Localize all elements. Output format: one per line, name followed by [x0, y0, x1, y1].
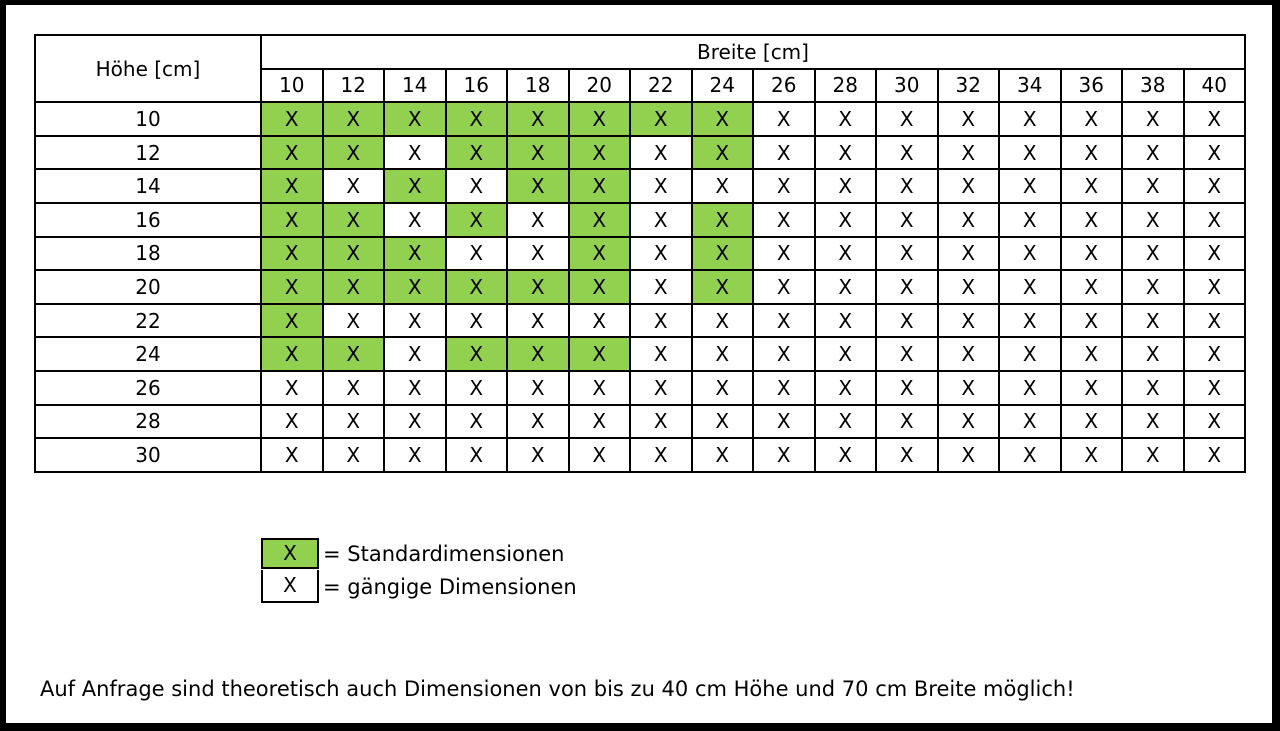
standard-dimension-cell: X: [692, 237, 754, 271]
common-dimension-cell: X: [1061, 304, 1123, 338]
width-header-cell: 30: [876, 69, 938, 103]
common-dimension-cell: X: [507, 405, 569, 439]
common-dimension-cell: X: [938, 371, 1000, 405]
common-dimension-cell: X: [446, 371, 508, 405]
header-row-axis: [35, 35, 1245, 69]
common-dimension-cell: X: [1184, 405, 1246, 439]
common-dimension-cell: X: [446, 304, 508, 338]
common-dimension-cell: X: [753, 237, 815, 271]
common-dimension-cell: X: [999, 102, 1061, 136]
standard-dimension-cell: X: [261, 169, 323, 203]
width-header-cell: 34: [999, 69, 1061, 103]
common-dimension-cell: X: [1061, 136, 1123, 170]
common-dimension-cell: X: [692, 304, 754, 338]
width-header-cell: 38: [1122, 69, 1184, 103]
standard-dimension-cell: X: [323, 203, 385, 237]
common-dimension-cell: X: [692, 438, 754, 472]
common-dimension-cell: X: [323, 169, 385, 203]
height-row-label: 16: [35, 203, 261, 237]
standard-dimension-cell: X: [446, 136, 508, 170]
common-dimension-cell: X: [1122, 438, 1184, 472]
common-dimension-cell: X: [1122, 405, 1184, 439]
standard-dimension-cell: X: [569, 102, 631, 136]
height-row-label: 18: [35, 237, 261, 271]
standard-dimension-cell: X: [384, 169, 446, 203]
common-dimension-cell: X: [261, 405, 323, 439]
height-row-label: 12: [35, 136, 261, 170]
common-dimension-cell: X: [1122, 371, 1184, 405]
common-dimension-cell: X: [630, 337, 692, 371]
common-dimension-cell: X: [876, 102, 938, 136]
standard-dimension-cell: X: [323, 270, 385, 304]
common-dimension-cell: X: [938, 102, 1000, 136]
common-dimension-cell: X: [692, 169, 754, 203]
table-row: [35, 304, 1245, 338]
common-dimension-cell: X: [999, 371, 1061, 405]
common-dimension-cell: X: [1061, 169, 1123, 203]
common-dimension-cell: X: [569, 405, 631, 439]
width-header-cell: 20: [569, 69, 631, 103]
width-header-cell: 18: [507, 69, 569, 103]
common-dimension-cell: X: [815, 270, 877, 304]
legend-common: [261, 570, 577, 603]
standard-dimension-cell: X: [569, 169, 631, 203]
common-dimension-cell: X: [753, 169, 815, 203]
common-dimension-cell: X: [1061, 102, 1123, 136]
common-dimension-cell: X: [815, 405, 877, 439]
table-row: [35, 337, 1245, 371]
common-dimension-cell: X: [753, 337, 815, 371]
height-row-label: 20: [35, 270, 261, 304]
common-dimension-cell: X: [1122, 337, 1184, 371]
width-header-cell: 40: [1184, 69, 1246, 103]
height-row-label: 22: [35, 304, 261, 338]
standard-dimension-cell: X: [446, 270, 508, 304]
common-dimension-cell: X: [446, 169, 508, 203]
common-dimension-cell: X: [446, 405, 508, 439]
dimension-table: [34, 34, 1246, 473]
common-dimension-cell: X: [1061, 405, 1123, 439]
common-dimension-cell: X: [1184, 136, 1246, 170]
legend: [261, 537, 577, 603]
standard-dimension-cell: X: [323, 136, 385, 170]
table-row: [35, 136, 1245, 170]
height-row-label: 30: [35, 438, 261, 472]
common-dimension-cell: X: [323, 304, 385, 338]
common-dimension-cell: X: [815, 304, 877, 338]
common-dimension-cell: X: [999, 136, 1061, 170]
common-dimension-cell: X: [384, 304, 446, 338]
common-dimension-cell: X: [938, 270, 1000, 304]
common-dimension-cell: X: [630, 270, 692, 304]
standard-dimension-cell: X: [261, 136, 323, 170]
common-dimension-cell: X: [384, 136, 446, 170]
common-dimension-cell: X: [1122, 270, 1184, 304]
common-dimension-cell: X: [815, 169, 877, 203]
standard-dimension-cell: X: [692, 203, 754, 237]
standard-dimension-cell: X: [507, 169, 569, 203]
common-dimension-cell: X: [815, 203, 877, 237]
common-dimension-cell: X: [999, 203, 1061, 237]
legend-common-swatch: X: [261, 570, 319, 603]
common-dimension-cell: X: [1184, 438, 1246, 472]
common-dimension-cell: X: [507, 237, 569, 271]
common-dimension-cell: X: [753, 405, 815, 439]
common-dimension-cell: X: [630, 169, 692, 203]
common-dimension-cell: X: [876, 304, 938, 338]
common-dimension-cell: X: [876, 169, 938, 203]
standard-dimension-cell: X: [261, 270, 323, 304]
common-dimension-cell: X: [1184, 270, 1246, 304]
common-dimension-cell: X: [569, 371, 631, 405]
width-header-cell: 16: [446, 69, 508, 103]
standard-dimension-cell: X: [569, 270, 631, 304]
legend-standard-label: = Standardimensionen: [323, 541, 565, 566]
common-dimension-cell: X: [384, 337, 446, 371]
common-dimension-cell: X: [630, 304, 692, 338]
common-dimension-cell: X: [815, 237, 877, 271]
standard-dimension-cell: X: [261, 304, 323, 338]
standard-dimension-cell: X: [384, 237, 446, 271]
common-dimension-cell: X: [938, 203, 1000, 237]
common-dimension-cell: X: [569, 304, 631, 338]
standard-dimension-cell: X: [692, 270, 754, 304]
common-dimension-cell: X: [876, 270, 938, 304]
common-dimension-cell: X: [630, 237, 692, 271]
common-dimension-cell: X: [999, 438, 1061, 472]
common-dimension-cell: X: [876, 371, 938, 405]
common-dimension-cell: X: [876, 136, 938, 170]
height-row-label: 14: [35, 169, 261, 203]
standard-dimension-cell: X: [569, 203, 631, 237]
common-dimension-cell: X: [999, 304, 1061, 338]
standard-dimension-cell: X: [569, 237, 631, 271]
height-row-label: 28: [35, 405, 261, 439]
table-row: [35, 438, 1245, 472]
common-dimension-cell: X: [753, 136, 815, 170]
common-dimension-cell: X: [1184, 102, 1246, 136]
standard-dimension-cell: X: [507, 270, 569, 304]
common-dimension-cell: X: [999, 337, 1061, 371]
common-dimension-cell: X: [1061, 270, 1123, 304]
common-dimension-cell: X: [876, 203, 938, 237]
width-header-cell: 24: [692, 69, 754, 103]
standard-dimension-cell: X: [507, 102, 569, 136]
standard-dimension-cell: X: [446, 337, 508, 371]
common-dimension-cell: X: [938, 304, 1000, 338]
common-dimension-cell: X: [630, 405, 692, 439]
common-dimension-cell: X: [753, 102, 815, 136]
common-dimension-cell: X: [876, 405, 938, 439]
width-header-cell: 32: [938, 69, 1000, 103]
legend-standard: [261, 537, 577, 570]
table-row: [35, 203, 1245, 237]
common-dimension-cell: X: [507, 304, 569, 338]
common-dimension-cell: X: [1061, 337, 1123, 371]
common-dimension-cell: X: [507, 203, 569, 237]
common-dimension-cell: X: [815, 371, 877, 405]
common-dimension-cell: X: [1061, 237, 1123, 271]
common-dimension-cell: X: [569, 438, 631, 472]
common-dimension-cell: X: [753, 203, 815, 237]
standard-dimension-cell: X: [569, 136, 631, 170]
height-row-label: 10: [35, 102, 261, 136]
common-dimension-cell: X: [938, 169, 1000, 203]
table-row: [35, 270, 1245, 304]
standard-dimension-cell: X: [384, 102, 446, 136]
common-dimension-cell: X: [384, 438, 446, 472]
standard-dimension-cell: X: [261, 102, 323, 136]
footnote: Auf Anfrage sind theoretisch auch Dimensionen von bis zu 40 cm Höhe und 70 cm Breite möglich!: [40, 677, 1075, 701]
common-dimension-cell: X: [630, 371, 692, 405]
common-dimension-cell: X: [1184, 304, 1246, 338]
table-row: [35, 169, 1245, 203]
common-dimension-cell: X: [753, 270, 815, 304]
common-dimension-cell: X: [261, 371, 323, 405]
standard-dimension-cell: X: [507, 136, 569, 170]
common-dimension-cell: X: [384, 405, 446, 439]
common-dimension-cell: X: [753, 371, 815, 405]
legend-standard-swatch: X: [261, 538, 319, 569]
common-dimension-cell: X: [1122, 169, 1184, 203]
common-dimension-cell: X: [876, 438, 938, 472]
common-dimension-cell: X: [630, 136, 692, 170]
standard-dimension-cell: X: [323, 337, 385, 371]
standard-dimension-cell: X: [630, 102, 692, 136]
table-row: [35, 371, 1245, 405]
common-dimension-cell: X: [446, 438, 508, 472]
common-dimension-cell: X: [815, 337, 877, 371]
height-row-label: 24: [35, 337, 261, 371]
height-row-label: 26: [35, 371, 261, 405]
standard-dimension-cell: X: [507, 337, 569, 371]
common-dimension-cell: X: [323, 405, 385, 439]
common-dimension-cell: X: [630, 203, 692, 237]
width-axis-label: Breite [cm]: [261, 35, 1245, 69]
standard-dimension-cell: X: [446, 102, 508, 136]
common-dimension-cell: X: [446, 237, 508, 271]
width-header-cell: 26: [753, 69, 815, 103]
common-dimension-cell: X: [876, 237, 938, 271]
common-dimension-cell: X: [938, 438, 1000, 472]
width-header-cell: 14: [384, 69, 446, 103]
common-dimension-cell: X: [261, 438, 323, 472]
common-dimension-cell: X: [1184, 371, 1246, 405]
standard-dimension-cell: X: [446, 203, 508, 237]
common-dimension-cell: X: [815, 438, 877, 472]
common-dimension-cell: X: [692, 405, 754, 439]
common-dimension-cell: X: [999, 405, 1061, 439]
common-dimension-cell: X: [1184, 337, 1246, 371]
common-dimension-cell: X: [1122, 102, 1184, 136]
common-dimension-cell: X: [692, 337, 754, 371]
width-header-cell: 28: [815, 69, 877, 103]
common-dimension-cell: X: [1184, 203, 1246, 237]
width-header-cell: 10: [261, 69, 323, 103]
common-dimension-cell: X: [1184, 237, 1246, 271]
common-dimension-cell: X: [815, 136, 877, 170]
common-dimension-cell: X: [999, 169, 1061, 203]
common-dimension-cell: X: [507, 438, 569, 472]
table-row: [35, 405, 1245, 439]
common-dimension-cell: X: [938, 136, 1000, 170]
standard-dimension-cell: X: [323, 237, 385, 271]
document-page: [6, 5, 1272, 723]
width-header-cell: 36: [1061, 69, 1123, 103]
standard-dimension-cell: X: [384, 270, 446, 304]
common-dimension-cell: X: [815, 102, 877, 136]
common-dimension-cell: X: [630, 438, 692, 472]
standard-dimension-cell: X: [261, 337, 323, 371]
common-dimension-cell: X: [1061, 203, 1123, 237]
common-dimension-cell: X: [1061, 371, 1123, 405]
common-dimension-cell: X: [1122, 203, 1184, 237]
table-row: [35, 237, 1245, 271]
common-dimension-cell: X: [507, 371, 569, 405]
standard-dimension-cell: X: [692, 136, 754, 170]
common-dimension-cell: X: [938, 337, 1000, 371]
standard-dimension-cell: X: [323, 102, 385, 136]
table-row: [35, 102, 1245, 136]
height-axis-label: Höhe [cm]: [35, 35, 261, 102]
common-dimension-cell: X: [999, 270, 1061, 304]
common-dimension-cell: X: [1122, 237, 1184, 271]
common-dimension-cell: X: [1122, 136, 1184, 170]
common-dimension-cell: X: [938, 405, 1000, 439]
common-dimension-cell: X: [753, 438, 815, 472]
common-dimension-cell: X: [999, 237, 1061, 271]
common-dimension-cell: X: [692, 371, 754, 405]
width-header-cell: 22: [630, 69, 692, 103]
standard-dimension-cell: X: [692, 102, 754, 136]
common-dimension-cell: X: [384, 371, 446, 405]
standard-dimension-cell: X: [261, 237, 323, 271]
common-dimension-cell: X: [876, 337, 938, 371]
standard-dimension-cell: X: [261, 203, 323, 237]
width-header-cell: 12: [323, 69, 385, 103]
common-dimension-cell: X: [323, 371, 385, 405]
standard-dimension-cell: X: [569, 337, 631, 371]
common-dimension-cell: X: [938, 237, 1000, 271]
common-dimension-cell: X: [1061, 438, 1123, 472]
common-dimension-cell: X: [384, 203, 446, 237]
table-body: [35, 102, 1245, 472]
common-dimension-cell: X: [1122, 304, 1184, 338]
common-dimension-cell: X: [753, 304, 815, 338]
common-dimension-cell: X: [1184, 169, 1246, 203]
common-dimension-cell: X: [323, 438, 385, 472]
legend-common-label: = gängige Dimensionen: [323, 574, 577, 599]
